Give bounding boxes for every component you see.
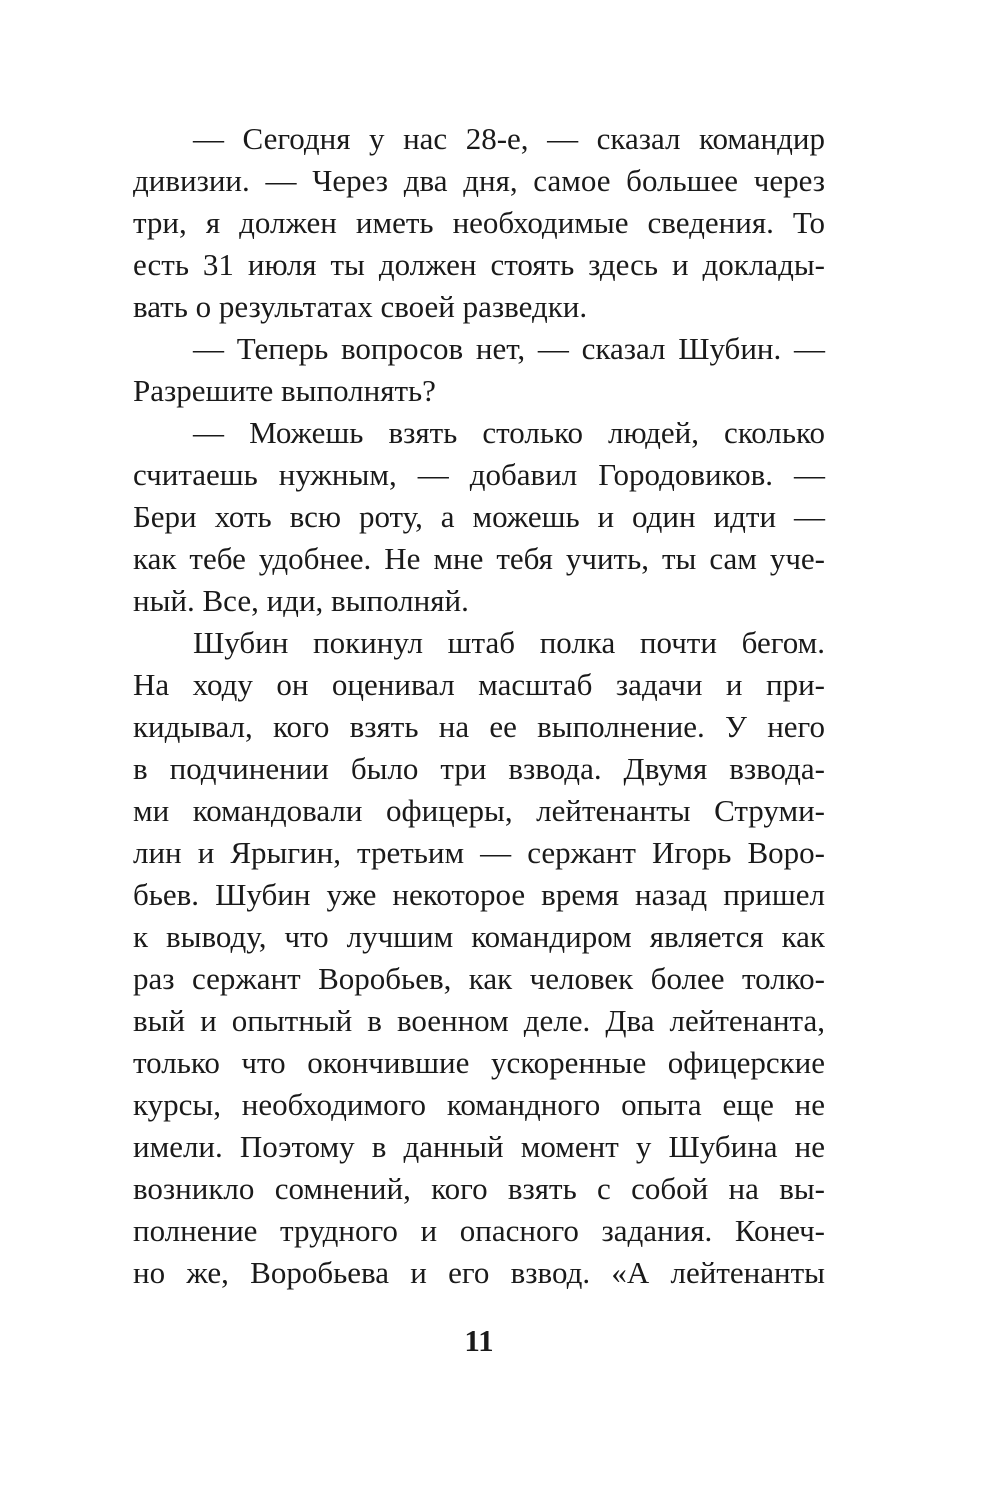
paragraph <box>133 118 825 328</box>
text-line: ный. Все, иди, выполняй. <box>133 583 469 618</box>
text-line: как тебе удобнее. Не мне тебя учить, ты сам уче- <box>133 541 825 576</box>
text-line: ми командовали офицеры, лейтенанты Струми- <box>133 793 825 828</box>
text-line: Бери хоть всю роту, а можешь и один идти — <box>133 499 825 534</box>
text-line: в подчинении было три взвода. Двумя взвода- <box>133 751 825 786</box>
text-line: полнение трудного и опасного задания. Конеч- <box>133 1213 825 1248</box>
text-line: курсы, необходимого командного опыта еще не <box>133 1087 825 1122</box>
text-line: только что окончившие ускоренные офицерские <box>133 1045 825 1080</box>
text-line: считаешь нужным, — добавил Городовиков. — <box>133 457 825 492</box>
paragraph <box>133 328 825 412</box>
text-line: На ходу он оценивал масштаб задачи и при- <box>133 667 825 702</box>
text-line: — Сегодня у нас 28-е, — сказал командир <box>193 121 825 156</box>
text-line: но же, Воробьева и его взвод. «А лейтенанты <box>133 1255 825 1290</box>
text-line: кидывал, кого взять на ее выполнение. У него <box>133 709 825 744</box>
body-text <box>133 118 825 1294</box>
text-line: Шубин покинул штаб полка почти бегом. <box>193 625 825 660</box>
text-line: три, я должен иметь необходимые сведения. То <box>133 205 825 240</box>
text-line: Разрешите выполнять? <box>133 373 436 408</box>
paragraph <box>133 412 825 622</box>
page-number: 11 <box>464 1323 494 1358</box>
text-line: — Теперь вопросов нет, — сказал Шубин. — <box>193 331 825 366</box>
text-line: вать о результатах своей разведки. <box>133 289 588 324</box>
text-line: имели. Поэтому в данный момент у Шубина не <box>133 1129 825 1164</box>
text-line: — Можешь взять столько людей, сколько <box>193 415 825 450</box>
paragraph <box>133 622 825 1294</box>
text-line: к выводу, что лучшим командиром является как <box>133 919 825 954</box>
text-line: лин и Ярыгин, третьим — сержант Игорь Воро- <box>133 835 825 870</box>
text-line: дивизии. — Через два дня, самое большее через <box>133 163 825 198</box>
text-line: раз сержант Воробьев, как человек более толко- <box>133 961 825 996</box>
text-line: возникло сомнений, кого взять с собой на вы- <box>133 1171 825 1206</box>
text-line: есть 31 июля ты должен стоять здесь и доклады- <box>133 247 825 282</box>
text-line: вый и опытный в военном деле. Два лейтенанта, <box>133 1003 825 1038</box>
text-line: бьев. Шубин уже некоторое время назад пришел <box>133 877 825 912</box>
